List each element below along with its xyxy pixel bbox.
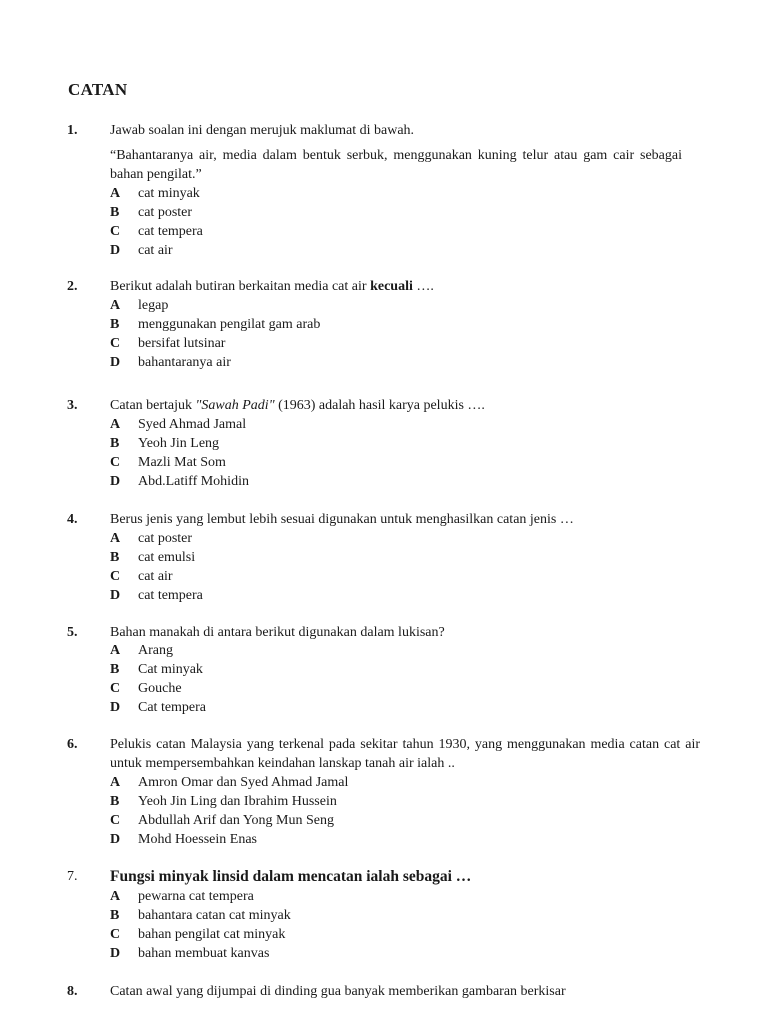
question-number: 4. <box>67 512 78 527</box>
option-text: cat air <box>138 243 173 258</box>
question-keyword: kecuali <box>370 279 413 294</box>
question-text-part: Catan bertajuk <box>110 398 196 413</box>
option-text: Yeoh Jin Ling dan Ibrahim Hussein <box>138 794 337 809</box>
option-text: bahantara catan cat minyak <box>138 908 291 923</box>
option-letter: A <box>110 186 121 201</box>
option-letter: C <box>110 455 121 470</box>
option-letter: C <box>110 927 121 942</box>
answer-options <box>110 296 670 372</box>
option-text: Arang <box>138 643 173 658</box>
option-b[interactable] <box>110 792 670 811</box>
question-text <box>110 397 700 416</box>
question-quote: “Bahantaranya air, media dalam bentuk serbuk, menggunakan kuning telur atau gam cair sebagai bahan pengilat.” <box>110 148 682 182</box>
option-d[interactable] <box>110 472 670 491</box>
option-d[interactable] <box>110 586 670 605</box>
option-d[interactable] <box>110 698 670 717</box>
option-c[interactable] <box>110 222 670 241</box>
option-text: cat tempera <box>138 588 203 603</box>
option-letter: B <box>110 436 120 451</box>
option-a[interactable] <box>110 415 670 434</box>
answer-options <box>110 641 670 717</box>
option-letter: D <box>110 946 121 961</box>
answer-options <box>110 415 670 491</box>
answer-options <box>110 529 670 605</box>
option-b[interactable] <box>110 660 670 679</box>
option-text: bahan pengilat cat minyak <box>138 927 286 942</box>
document-title: CATAN <box>68 80 128 99</box>
question-text: Bahan manakah di antara berikut digunakan dalam lukisan? <box>110 625 445 640</box>
question-text-part: …. <box>412 279 434 294</box>
option-d[interactable] <box>110 241 670 260</box>
question-text: Fungsi minyak linsid dalam mencatan ialah sebagai … <box>110 868 472 885</box>
option-text: menggunakan pengilat gam arab <box>138 317 321 332</box>
option-letter: C <box>110 224 121 239</box>
option-text: cat air <box>138 569 173 584</box>
option-c[interactable] <box>110 453 670 472</box>
question-text <box>110 278 700 297</box>
option-text: Cat tempera <box>138 700 207 715</box>
artwork-title: "Sawah Padi" <box>195 398 275 413</box>
option-letter: D <box>110 832 121 847</box>
option-letter: C <box>110 569 121 584</box>
option-a[interactable] <box>110 184 670 203</box>
option-c[interactable] <box>110 679 670 698</box>
option-letter: B <box>110 550 120 565</box>
option-text: Yeoh Jin Leng <box>138 436 220 451</box>
option-c[interactable] <box>110 334 670 353</box>
option-letter: D <box>110 588 121 603</box>
option-text: legap <box>138 298 169 313</box>
option-letter: D <box>110 700 121 715</box>
option-letter: A <box>110 775 121 790</box>
option-d[interactable] <box>110 830 670 849</box>
option-letter: A <box>110 298 121 313</box>
option-text: cat emulsi <box>138 550 196 565</box>
question-text: Pelukis catan Malaysia yang terkenal pada sekitar tahun 1930, yang menggunakan media catan cat air untuk mempersembahkan keindahan lanskap tanah air ialah .. <box>110 737 700 771</box>
option-letter: B <box>110 205 120 220</box>
option-letter: D <box>110 243 121 258</box>
option-b[interactable] <box>110 548 670 567</box>
question-number: 3. <box>67 398 78 413</box>
option-letter: B <box>110 317 120 332</box>
option-d[interactable] <box>110 944 670 963</box>
option-b[interactable] <box>110 906 670 925</box>
option-text: bahantaranya air <box>138 355 231 370</box>
answer-options <box>110 184 670 260</box>
option-text: Amron Omar dan Syed Ahmad Jamal <box>138 775 349 790</box>
option-text: Mohd Hoessein Enas <box>138 832 257 847</box>
option-c[interactable] <box>110 567 670 586</box>
option-a[interactable] <box>110 773 670 792</box>
option-text: cat poster <box>138 531 193 546</box>
option-a[interactable] <box>110 641 670 660</box>
question-text-part: (1963) adalah hasil karya pelukis …. <box>274 398 485 413</box>
option-a[interactable] <box>110 529 670 548</box>
option-letter: D <box>110 355 121 370</box>
question-text: Berus jenis yang lembut lebih sesuai digunakan untuk menghasilkan catan jenis … <box>110 512 574 527</box>
option-text: Abdullah Arif dan Yong Mun Seng <box>138 813 335 828</box>
question-number: 6. <box>67 737 78 752</box>
question-number: 2. <box>67 279 78 294</box>
question-number: 1. <box>67 123 78 138</box>
option-a[interactable] <box>110 887 670 906</box>
question-text: Jawab soalan ini dengan merujuk maklumat di bawah. <box>110 123 415 138</box>
option-text: cat tempera <box>138 224 203 239</box>
question-text: Catan awal yang dijumpai di dinding gua banyak memberikan gambaran berkisar <box>110 984 566 999</box>
option-letter: A <box>110 531 121 546</box>
option-text: Syed Ahmad Jamal <box>138 417 247 432</box>
question-number: 7. <box>67 869 78 884</box>
option-text: cat poster <box>138 205 193 220</box>
option-b[interactable] <box>110 203 670 222</box>
option-letter: A <box>110 889 121 904</box>
option-letter: A <box>110 643 121 658</box>
answer-options <box>110 773 670 849</box>
option-b[interactable] <box>110 315 670 334</box>
option-c[interactable] <box>110 811 670 830</box>
option-text: bahan membuat kanvas <box>138 946 270 961</box>
option-letter: C <box>110 336 121 351</box>
question-number: 5. <box>67 625 78 640</box>
option-letter: D <box>110 474 121 489</box>
option-text: bersifat lutsinar <box>138 336 226 351</box>
option-letter: C <box>110 681 121 696</box>
option-text: Cat minyak <box>138 662 203 677</box>
question-number: 8. <box>67 984 78 999</box>
option-text: Mazli Mat Som <box>138 455 226 470</box>
option-b[interactable] <box>110 434 670 453</box>
option-letter: C <box>110 813 121 828</box>
option-letter: B <box>110 908 120 923</box>
option-text: Abd.Latiff Mohidin <box>138 474 249 489</box>
option-letter: B <box>110 662 120 677</box>
answer-options <box>110 887 670 963</box>
option-text: pewarna cat tempera <box>138 889 254 904</box>
question-text-part: Berikut adalah butiran berkaitan media cat air <box>110 279 371 294</box>
option-c[interactable] <box>110 925 670 944</box>
option-text: cat minyak <box>138 186 200 201</box>
option-text: Gouche <box>138 681 182 696</box>
option-letter: A <box>110 417 121 432</box>
option-letter: B <box>110 794 120 809</box>
option-a[interactable] <box>110 296 670 315</box>
option-d[interactable] <box>110 353 670 372</box>
